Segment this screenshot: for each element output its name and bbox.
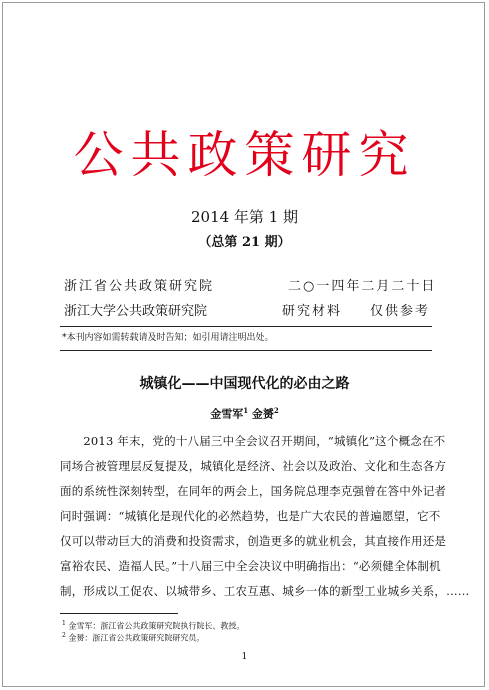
footnote-divider bbox=[60, 613, 178, 614]
footnote-mark: 1 bbox=[62, 620, 66, 627]
article-title: 城镇化——中国现代化的必由之路 bbox=[139, 376, 350, 392]
reference-note: 仅供参考 bbox=[370, 304, 431, 319]
material-type: 研究材料 bbox=[282, 304, 343, 319]
notice-divider bbox=[60, 350, 432, 351]
footnote-mark: 2 bbox=[273, 406, 279, 415]
author-name: 金赟 bbox=[251, 407, 274, 421]
publisher-name-university: 浙江大学公共政策研究院 bbox=[64, 304, 208, 319]
footnote bbox=[62, 630, 204, 644]
body-line: 富裕农民、造福人民。”十八届三中全会决议中明确指出：“必须健全体制机 bbox=[60, 559, 441, 573]
publication-date: 二○一四年二月二十日 bbox=[288, 279, 437, 294]
body-line: 2013 年末，党的十八届三中全会议召开期间，“城镇化”这个概念在不 bbox=[60, 434, 446, 448]
publisher-name-provincial: 浙江省公共政策研究院 bbox=[64, 279, 215, 294]
body-line: 制，形成以工促农、以城带乡、工农互惠、城乡一体的新型工业城乡关系，…… bbox=[60, 584, 470, 598]
reprint-notice: *本刊内容如需转载请及时告知；如引用请注明出处。 bbox=[62, 333, 274, 343]
header-divider bbox=[60, 326, 432, 327]
footnote-text: 金雪军：浙江省公共政策研究院执行院长、教授。 bbox=[68, 621, 245, 631]
issue-number: 2014 年第 1 期 bbox=[190, 208, 299, 226]
body-line: 问时强调：“城镇化是现代化的必然趋势，也是广大农民的普遍愿望，它不 bbox=[60, 509, 441, 523]
page-number: 1 bbox=[241, 652, 248, 662]
article-authors bbox=[0, 404, 489, 422]
author-name: 金雪军 bbox=[210, 407, 244, 421]
body-line: 同场合被管理层反复提及，城镇化是经济、社会以及政治、文化和生态各方 bbox=[60, 459, 447, 473]
masthead-title: 公共政策研究 bbox=[73, 126, 416, 184]
footnote-text: 金赟：浙江省公共政策研究院研究员。 bbox=[68, 633, 205, 643]
footnote-mark: 1 bbox=[243, 406, 249, 415]
issue-total-number: （总第 21 期） bbox=[198, 235, 291, 250]
footnote-mark: 2 bbox=[62, 632, 66, 639]
body-line: 面的系统性深刻转型，在同年的两会上，国务院总理李克强曾在答中外记者 bbox=[60, 484, 447, 498]
body-line: 仅可以带动巨大的消费和投资需求，创造更多的就业机会，其直接作用还是 bbox=[60, 534, 447, 548]
